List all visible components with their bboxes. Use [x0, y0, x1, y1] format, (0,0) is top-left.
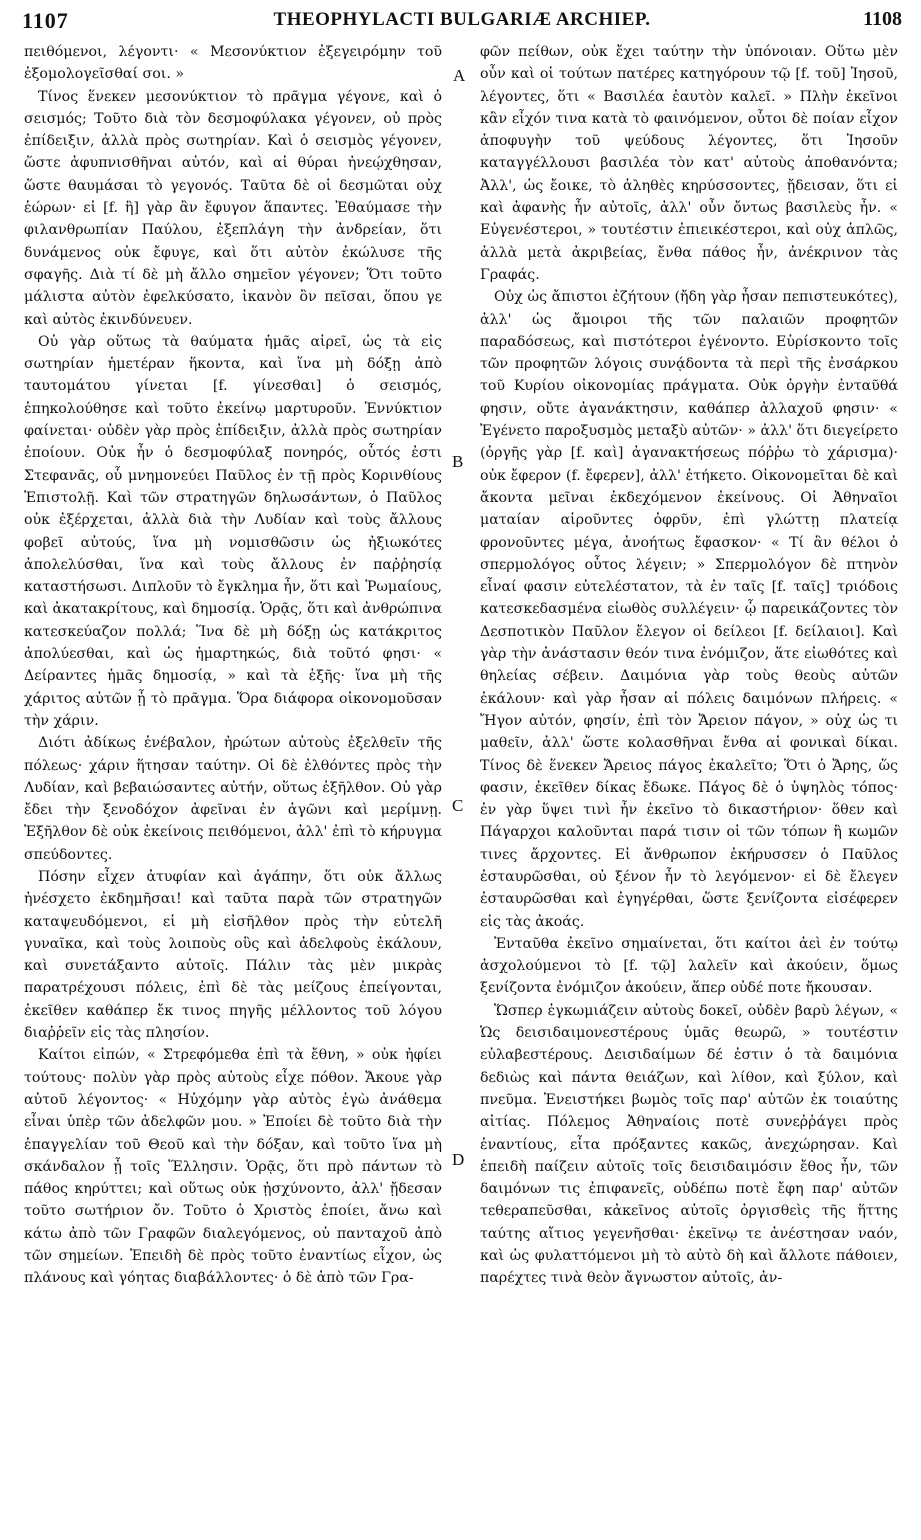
running-title: THEOPHYLACTI BULGARIÆ ARCHIEP.	[273, 9, 651, 30]
paragraph: Τίνος ἕνεκεν μεσονύκτιον τὸ πρᾶγμα γέγονε, καὶ ὁ σεισμός; Τοῦτο διὰ τὸν δεσμοφύλακα γέγονεν, οὐ πρὸς ἐπίδειξιν, ἀλλὰ πρὸς σωτηρίαν. Καὶ ὁ σεισμὸς γέγονεν, ὥστε ἀφυπνισθῆναι αὐτόν, καὶ αἱ θύραι ἠνεῴχθησαν, ὥστε θαυμάσαι τὸ γεγονός. Ταῦτα δὲ οἱ δεσμῶται οὐχ ἑώρων· εἰ [f. ἢ] γὰρ ἂν ἔφυγον ἅπαντες. Ἐθαύμασε τὴν φιλανθρωπίαν Παύλου, ἐξεπλάγη τὴν ἀνδρείαν, ὅτι δυνάμενος οὐκ ἔφυγε, καὶ ὅτι αὐτὸν ἐκώλυσε τῆς σφαγῆς. Διὰ τί δὲ μὴ ἄλλο σημεῖον γέγονεν; Ὅτι τοῦτο μάλιστα αὐτὸν ἐφελκύσατο, ἱκανὸν ὂν πεῖσαι, ὅπου γε καὶ αὐτὸς ἐκινδύνευεν.	[24, 88, 442, 328]
paragraph: πειθόμενοι, λέγοντι· « Μεσονύκτιον ἐξεγειρόμην τοῦ ἐξομολογεῖσθαί σοι. »	[24, 44, 442, 83]
paragraph: Διότι ἀδίκως ἐνέβαλον, ἠρώτων αὐτοὺς ἐξελθεῖν τῆς πόλεως· χάριν ἥτησαν ταύτην. Οἱ δὲ ἐλθόντες πρὸς τὴν Λυδίαν, καὶ βεβαιώσαντες αὐτήν, οὕτως ἐξῆλθον. Οὐ γὰρ ἔδει τὴν ξενοδόχον ἀφεῖναι ἐν ἀγῶνι καὶ μερίμνῃ. Ἐξῆλθον δὲ οὐκ ἐκείνοις πειθόμενοι, ἀλλ' ἐπὶ τὸ κήρυγμα σπεύδοντες.	[24, 735, 442, 863]
margin-marker-b: B	[452, 452, 464, 471]
paragraph: Οὐχ ὡς ἄπιστοι ἐζήτουν (ἤδη γὰρ ἦσαν πεπιστευκότες), ἀλλ' ὡς ἄμοιροι τῆς τῶν παλαιῶν προφητῶν παραδόσεως, καὶ πιστότεροι ἐγένοντο. Εὑρίσκοντο τοῖς τῶν προφητῶν λόγοις συνᾴδοντα τὰ περὶ τῆς ἐνσάρκου τοῦ Κυρίου οἰκονομίας πράγματα. Οὐκ ὀργὴν ἐνταῦθά φησιν, οὔτε ἀγανάκτησιν, καθάπερ ἀλλαχοῦ φησιν· « Ἐγένετο παροξυσμὸς μεταξὺ αὐτῶν· » ἀλλ' ὅτι διεγείρετο (ὀργῆς γὰρ [f. καὶ] ἀγανακτήσεως πόῤῥω τὸ χάρισμα)· οὐκ ἔφερον (f. ἔφερεν], ἀλλ' ἐτήκετο. Οἰκονομεῖται δὲ καὶ ἄκοντα μεῖναι ἐκδεχόμενον ἐκείνους. Οἱ Ἀθηναῖοι ματαίαν αἱροῦντες ὀφρῦν, ἐπὶ γλώττῃ πλατείᾳ φρονοῦντες μέγα, ἀνοήτως ἔφασκον· « Τί ἂν θέλοι ὁ σπερμολόγος οὗτος λέγειν; » Σπερμολόγον δὲ πτηνὸν εἶναί φασιν εὐτελέστατον, τὰ ἐν ταῖς [f. ταῖς] τριόδοις κατεσκεδασμένα εἰωθὸς συλλέγειν· ᾧ παρεικάζοντες τὸν Δεσποτικὸν Παῦλον ἔλεγον οἱ δείλεοι [f. δείλαιοι]. Καὶ γὰρ τὴν ἀνάστασιν θεόν τινα ἐνόμιζον, ἅτε εἰωθότες καὶ θηλείας σέβειν. Δαιμόνια γὰρ τοὺς θεοὺς αὐτῶν ἐκάλουν· καὶ γὰρ ἦσαν αἱ πόλεις δαιμόνων πλήρεις. « Ἤγον αὐτόν, φησίν, ἐπὶ τὸν Ἄρειον πάγον, » οὐχ ὡς τι μαθεῖν, ἀλλ' ὥστε κολασθῆναι ἔνθα αἱ φονικαὶ δίκαι. Τίνος δὲ ἕνεκεν Ἄρειος πάγος ἐκαλεῖτο; Ὅτι ὁ Ἄρης, ὥς φασιν, ἐκεῖθεν δίκας ἔδωκε. Πάγος δὲ ὁ ὑψηλὸς τόπος· ἐν γὰρ ὕψει τινὶ ἦν ἐκεῖνο τὸ δικαστήριον· ὅθεν καὶ Πάγαρχοι καλοῦνται παρά τισιν οἱ τῶν τόπων ἢ κωμῶν τινες ἄρχοντες. Εἰ ἄνθρωπον ἐκήρυσσεν ὁ Παῦλος ἐσταυρῶσθαι, οὐ ξένον ἦν τὸ λεγόμενον· εἰ δὲ ἔλεγεν ἐσταυρῶσθαι καὶ ἐγηγέρθαι, ὥστε ξενίζοντα εἰσέφερεν εἰς τὰς ἀκοάς.	[480, 289, 898, 930]
margin-marker-c: C	[452, 796, 464, 815]
paragraph: Ὥσπερ ἐγκωμιάζειν αὐτοὺς δοκεῖ, οὐδὲν βαρὺ λέγων, « Ὡς δεισιδαιμονεστέρους ὑμᾶς θεωρῶ, » τουτέστιν εὐλαβεστέρους. Δεισιδαίμων δέ ἐστιν ὁ τὰ δαιμόνια δεδιὼς καὶ πάντα θειάζων, καὶ λίθον, καὶ ξύλον, καὶ πνεῦμα. Ἐνειστήκει βωμὸς τοῖς παρ' αὐτῶν ἐκ τοιαύτης αἰτίας. Πόλεμος Ἀθηναίοις ποτὲ συνεῤῥάγει πρὸς ἐναντίους, εἶτα πρόξαντες κακῶς, ἀνεχώρησαν. Καὶ ἐπειδὴ παίζειν αὐτοῖς τοῖς δεισιδαιμόσιν ἔθος ἦν, τῶν δαιμόνων τις ἐπιφανεῖς, οὐδέπω ποτὲ ἔφη παρ' αὐτῶν τεθεραπεῦσθαι, κἀκεῖνος αὐτοῖς ὀργισθεὶς τῆς ἥττης ταύτης αἴτιος γεγενῆσθαι· ἐκεῖνῳ τε ἀνέστησαν ναόν, καὶ ὡς φυλαττόμενοι μὴ τὸ αὐτὸ δὴ καὶ ἄλλοτε πάθοιεν, παρέχτες τινὰ θεὸν ἄγνωστον αὐτοῖς, ἀν-	[480, 1002, 898, 1287]
right-column	[480, 41, 898, 1531]
paragraph: φῶν πείθων, οὐκ ἔχει ταύτην τὴν ὑπόνοιαν. Οὕτω μὲν οὖν καὶ οἱ τούτων πατέρες κατηγόρουν τῷ [f. τοῦ] Ἰησοῦ, λέγοντες, ὅτι « Βασιλέα ἑαυτὸν καλεῖ. » Πλὴν ἐκεῖνοι κἂν εἶχόν τινα κατὰ τὸ φαινόμενον, οὗτοι δὲ ποίαν εἶχον ἀποφυγὴν τοῦ ψεύδους λέγοντες, ὅτι Ἰησοῦν καταγγέλλουσι βασιλέα τὸν κατ' αὐτοὺς ἀποθανόντα; Ἀλλ', ὡς ἔοικε, τὸ ἀληθὲς κηρύσσοντες, ᾔδεισαν, ὅτι εἰ καὶ ἀφανὴς ἦν αὐτοῖς, ἀλλ' οὖν ὄντως βασιλεὺς ἦν. « Εὐγενέστεροι, » τουτέστιν ἐπιεικέστεροι, καὶ οὐχ ἁπλῶς, ἀλλὰ μετὰ ἀκριβείας, ἔνθα πάθος ἦν, ἀνέκρινον τὰς Γραφάς.	[480, 44, 898, 283]
page-number-left: 1107	[22, 8, 69, 33]
paragraph: Καίτοι εἰπών, « Στρεφόμεθα ἐπὶ τὰ ἔθνη, » οὐκ ἠφίει τούτους· πολὺν γὰρ πρὸς αὐτοὺς εἶχε πόθον. Ἄκουε γὰρ αὐτοῦ λέγοντος· « Ηὐχόμην γὰρ αὐτὸς ἐγὼ ἀνάθεμα εἶναι ὑπὲρ τῶν ἀδελφῶν μου. » Ἐποίει δὲ τοῦτο διὰ τὴν ἐπαγγελίαν τοῦ Θεοῦ καὶ τὴν δόξαν, καὶ τοῦτο ἵνα μὴ σκάνδαλον ᾖ τοῖς Ἕλλησιν. Ὁρᾷς, ὅτι πρὸ πάντων τὸ πάθος κηρύττει; καὶ οὕτως οὐκ ᾐσχύνοντο, ἀλλ' ᾔδεσαν τοῦτο σωτήριον ὄν. Τοῦτο ὁ Χριστὸς ἐποίει, ἄνω καὶ κάτω ἀπὸ τῶν Γραφῶν διαλεγόμενος, οὐ πανταχοῦ ἀπὸ τῶν σημείων. Ἐπειδὴ δὲ πρὸς τοῦτο ἐναντίως εἶχον, ὡς πλάνους καὶ γόητας διαβάλλοντες· ὁ δὲ ἀπὸ τῶν Γρα-	[24, 1047, 442, 1287]
paragraph: Πόσην εἶχεν ἀτυφίαν καὶ ἀγάπην, ὅτι οὐκ ἄλλως ἠνέσχετο ἐκδημῆσαι! καὶ ταῦτα παρὰ τῶν στρατηγῶν καταψευδόμενοι, εἰ μὴ εἰσῆλθον πρὸς τὴν εὐτελῆ γυναῖκα, καὶ τοὺς λοιποὺς οὓς καὶ ἀδελφοὺς ἐκάλουν, καὶ συνετάξαντο αὐτοῖς. Πάλιν τὰς μὲν μικρὰς παρατρέχουσι πόλεις, ἐπὶ δὲ τὰς μείζους ἐπείγονται, ἐκεῖθεν καθάπερ ἔκ τινος πηγῆς μέλλοντος τοῦ λόγου διαῤῥεῖν εἰς τὰς πλησίον.	[24, 868, 442, 1042]
margin-marker-d: D	[452, 1150, 465, 1169]
page-number-right: 1108	[863, 8, 902, 30]
margin-marker-a: A	[453, 66, 466, 85]
left-column	[24, 41, 442, 1531]
page-header	[22, 8, 902, 38]
paragraph: Οὐ γὰρ οὕτως τὰ θαύματα ἡμᾶς αἱρεῖ, ὡς τὰ εἰς σωτηρίαν ἡμετέραν ἥκοντα, καὶ ἵνα μὴ δόξῃ ἀπὸ ταυτομάτου γίνεται [f. γίνεσθαι] ὁ σεισμός, ἐπηκολούθησε καὶ τοῦτο ἐκείνῳ μαρτυροῦν. Ἐννύκτιον φαίνεται· οὐδὲν γὰρ πρὸς ἐπίδειξιν, ἀλλὰ πρὸς σωτηρίαν ἐποίουν. Οὐκ ἦν ὁ δεσμοφύλαξ πονηρός, οὗτός ἐστι Στεφανᾶς, οὗ μνημονεύει Παῦλος ἐν τῇ πρὸς Κορινθίους Ἐπιστολῇ. Καὶ τῶν στρατηγῶν δηλωσάντων, ὁ Παῦλος οὐκ ἐξέρχεται, ἀλλὰ διὰ τὴν Λυδίαν καὶ τοὺς ἄλλους φοβεῖ αὐτούς, ἵνα μὴ νομισθῶσιν ὡς ἠξιωκότες ἀπολελύσθαι, ἵνα καὶ τοὺς ἄλλους ἐν παῤῥησίᾳ καταστήσωσι. Διπλοῦν τὸ ἔγκλημα ἦν, ὅτι καὶ Ῥωμαίους, καὶ ἀκατακρίτους, καὶ δημοσίᾳ. Ὁρᾷς, ὅτι καὶ ἀνθρώπινα κατεσκεύαζον πολλά; Ἵνα δὲ μὴ δόξῃ ὡς κατάκριτος ἀπολύεσθαι, καὶ ὡς ἡμαρτηκώς, διὰ τοῦτό φησι· « Δείραντες ἡμᾶς δημοσίᾳ, » καὶ τὰ ἑξῆς· ἵνα μὴ τῆς χάριτος αὐτῶν ᾖ τὸ πρᾶγμα. Ὅρα διάφορα οἰκονομοῦσαν τὴν χάριν.	[24, 333, 442, 729]
paragraph: Ἐνταῦθα ἐκεῖνο σημαίνεται, ὅτι καίτοι ἀεὶ ἐν τούτῳ ἀσχολούμενοι τὸ [f. τῷ] λαλεῖν καὶ ἀκούειν, ὅμως ξενίζοντα ἐνόμιζον ἀκούειν, ἅπερ οὐδέ ποτε ἤκουσαν.	[480, 935, 898, 997]
